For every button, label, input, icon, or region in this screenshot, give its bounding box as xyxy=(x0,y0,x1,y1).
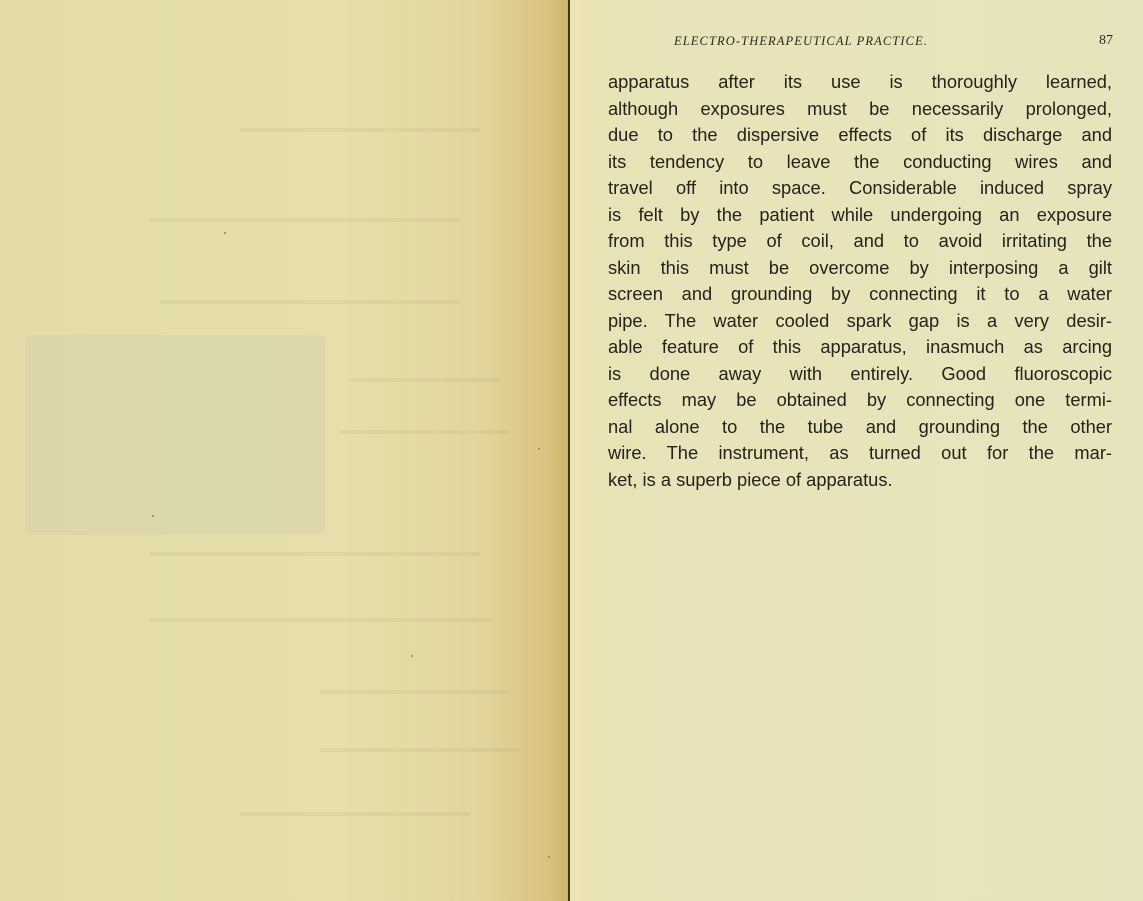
text-line: is felt by the patient while undergoing an exposure xyxy=(608,203,1112,225)
paper-speck xyxy=(411,655,413,657)
text-line: screen and grounding by connecting it to a water xyxy=(608,283,1112,304)
show-through-line xyxy=(240,128,480,132)
text-line: although exposures must be necessarily prolonged, xyxy=(608,97,1112,119)
text-line: is done away with entirely. Good fluoroscopic xyxy=(608,362,1112,384)
text-line: travel off into space. Considerable induced spray xyxy=(608,177,1112,198)
text-line: its tendency to leave the conducting wires and xyxy=(608,150,1112,172)
running-head: ELECTRO-THERAPEUTICAL PRACTICE. xyxy=(674,34,929,48)
show-through-line xyxy=(150,218,460,222)
text-line: nal alone to the tube and grounding the other xyxy=(608,415,1112,437)
show-through-line xyxy=(350,378,500,382)
show-through-line xyxy=(320,690,510,694)
text-line: wire. The instrument, as turned out for the mar- xyxy=(608,442,1112,463)
right-page xyxy=(570,0,1143,901)
paper-speck xyxy=(224,232,226,234)
paper-speck xyxy=(538,448,540,450)
text-line: from this type of coil, and to avoid irritating the xyxy=(608,230,1112,251)
page-number: 87 xyxy=(1099,33,1113,48)
show-through-line xyxy=(320,748,520,752)
text-line: skin this must be overcome by interposing a gilt xyxy=(608,256,1112,278)
paper-speck xyxy=(152,515,154,517)
show-through-line xyxy=(150,618,490,622)
text-line-last: ket, is a superb piece of apparatus. xyxy=(608,468,893,490)
body-paragraph xyxy=(608,69,1112,493)
show-through-line xyxy=(340,430,510,434)
show-through-line xyxy=(150,552,480,556)
paper-speck xyxy=(548,856,550,858)
text-line: effects may be obtained by connecting one termi- xyxy=(608,389,1112,410)
show-through-line xyxy=(160,300,460,304)
show-through-line xyxy=(240,812,470,816)
left-page-blank xyxy=(0,0,568,901)
text-line: pipe. The water cooled spark gap is a very desir- xyxy=(608,309,1112,331)
show-through-illustration xyxy=(25,335,325,535)
text-line: able feature of this apparatus, inasmuch as arcing xyxy=(608,336,1112,357)
text-line: due to the dispersive effects of its discharge and xyxy=(608,124,1112,145)
text-line: apparatus after its use is thoroughly learned, xyxy=(608,71,1112,92)
